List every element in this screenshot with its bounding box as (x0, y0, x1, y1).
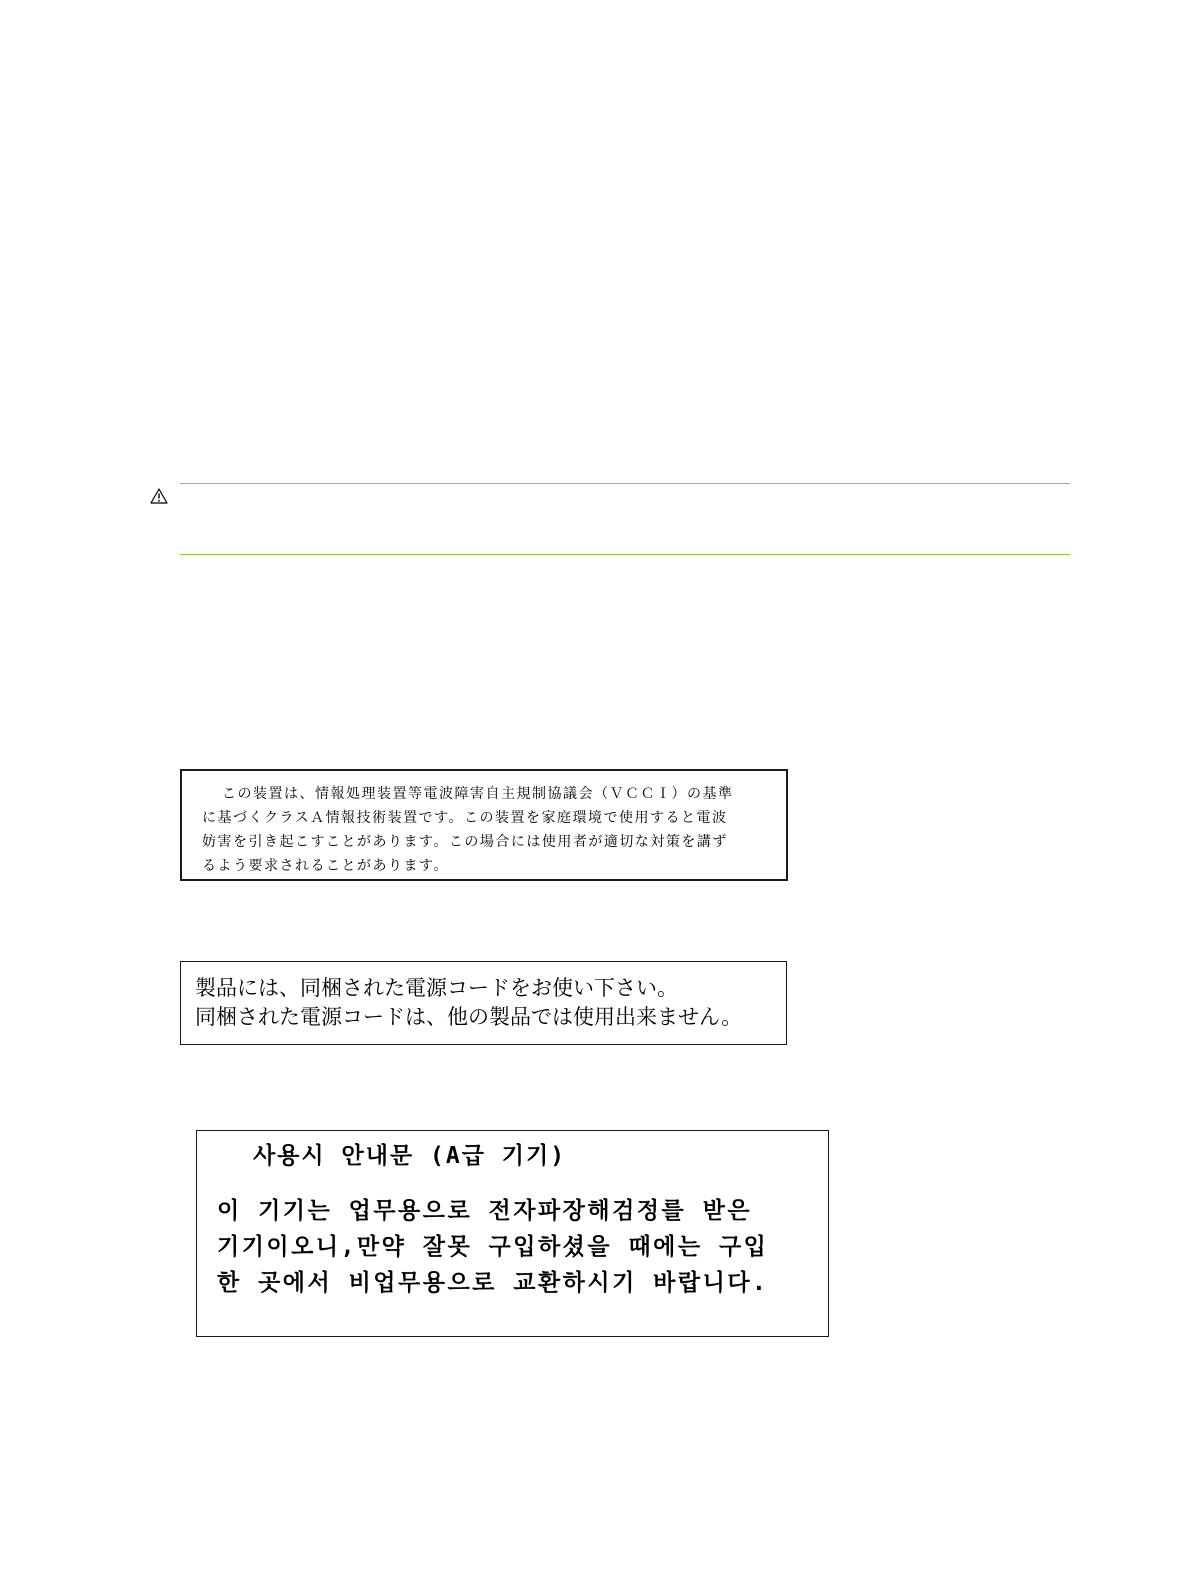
vcci-notice-box (180, 769, 788, 881)
power-cord-notice-box (180, 961, 787, 1045)
vcci-notice-line: 妨害を引き起こすことがあります。この場合には使用者が適切な対策を講ず (202, 834, 728, 850)
caution-block (148, 482, 1070, 556)
kcc-notice-box (196, 1130, 829, 1337)
vcci-notice-line: るよう要求されることがあります。 (202, 858, 449, 874)
vcci-notice-line: に基づくクラスＡ情報技術装置です。この装置を家庭環境で使用すると電波 (202, 810, 728, 826)
vcci-notice-line: この装置は、情報処理装置等電波障害自主規制協議会（ＶＣＣＩ）の基準 (222, 786, 734, 802)
power-cord-notice-line: 製品には、同梱された電源コードをお使い下さい。 (195, 976, 678, 1000)
kcc-notice-line: 이 기기는 업무용으로 전자파장해검정를 받은 (217, 1198, 753, 1224)
kcc-notice-line: 기기이오니,만약 잘못 구입하셨을 때에는 구입 (217, 1234, 769, 1260)
caution-bottom-rule (180, 554, 1070, 555)
caution-top-rule (180, 483, 1070, 484)
kcc-notice-line: 한 곳에서 비업무용으로 교환하시기 바랍니다. (217, 1270, 769, 1296)
power-cord-notice-line: 同梱された電源コードは、他の製品では使用出来ません。 (195, 1005, 743, 1029)
kcc-notice-title: 사용시 안내문 (A급 기기) (253, 1143, 567, 1169)
warning-triangle-icon (150, 488, 168, 504)
